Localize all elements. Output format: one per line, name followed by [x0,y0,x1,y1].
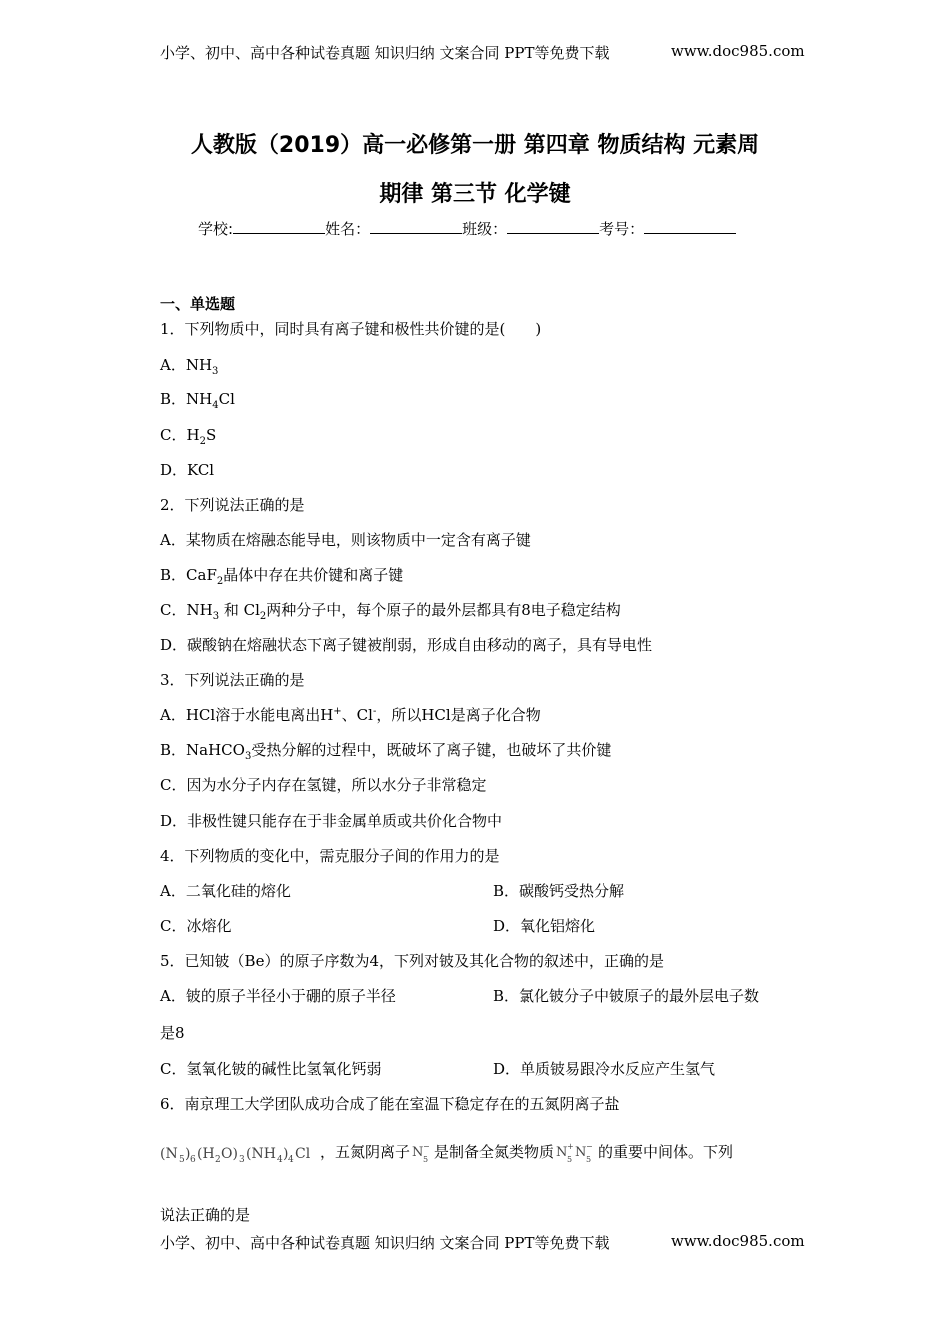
name-label: 姓名： [325,220,371,238]
q4-option-d[interactable]: D．氧化铝熔化 [493,917,596,935]
title-line-1: 人教版（2019）高一必修第一册 第四章 物质结构 元素周 [190,133,760,158]
svg-text:(N: (N [160,1146,178,1162]
q2-option-d[interactable]: D．碳酸钠在熔融状态下离子键被削弱，形成自由移动的离子，具有导电性 [160,636,653,654]
svg-text:(NH: (NH [246,1146,276,1162]
svg-text:N: N [412,1145,424,1160]
student-info-line [198,218,736,239]
q6-stem-line-3: 说法正确的是 [160,1206,251,1224]
svg-text:3: 3 [239,1155,245,1165]
name-blank[interactable] [370,219,462,234]
svg-text:): ) [283,1146,289,1162]
number-label: 考号： [599,220,645,238]
footer-url[interactable]: www.doc985.com [671,1232,805,1250]
svg-text:5: 5 [567,1155,573,1164]
q4-option-a[interactable]: A．二氧化硅的熔化 [160,882,291,900]
q1-option-d[interactable]: D．KCl [160,461,215,479]
header-url[interactable]: www.doc985.com [671,42,805,60]
all-nitrogen-formula-image [554,1140,598,1166]
class-label: 班级： [462,220,508,238]
q3-stem: 3．下列说法正确的是 [160,671,305,689]
svg-text:4: 4 [277,1155,283,1165]
q6-stem-line-2: (N 5 ) 6 (H 2 O) 3 (NH 4 ) 4 Cl ，五氮阴离子 N 5 − 是制备全氮类物质 N 5 + N 5 − 的重要中间体。下列 [160,1142,734,1165]
q6-stem: 6．南京理工大学团队成功合成了能在室温下稳定存在的五氮阴离子盐 [160,1095,620,1113]
q1-stem: 1．下列物质中，同时具有离子键和极性共价键的是( ) [160,320,542,338]
q3-option-b[interactable]: B．NaHCO$_3$受热分解的过程中，既破坏了离子键，也破坏了共价键 [160,741,612,762]
q3-option-d[interactable]: D．非极性键只能存在于非金属单质或共价化合物中 [160,812,503,830]
school-label: 学校: [198,220,234,238]
header-text: 小学、初中、高中各种试卷真题 知识归纳 文案合同 PPT等免费下载 [160,44,610,62]
title-line-2: 期律 第三节 化学键 [379,182,571,207]
svg-text:(H: (H [197,1146,215,1162]
q2-option-b[interactable]: B．CaF$_2$晶体中存在共价键和离子键 [160,566,404,587]
q4-option-b[interactable]: B．碳酸钙受热分解 [493,882,625,900]
svg-text:Cl: Cl [295,1146,311,1162]
q5-option-c[interactable]: C．氢氧化铍的碱性比氢氧化钙弱 [160,1060,382,1078]
q1-option-a[interactable]: A．$NH_3$ [160,356,219,377]
svg-text:5: 5 [179,1155,185,1165]
svg-text:5: 5 [586,1155,592,1164]
svg-text:2: 2 [215,1155,221,1165]
svg-text:−: − [586,1142,593,1151]
pentazolate-anion-formula-image [410,1140,434,1166]
q5-option-b-continued: 是8 [160,1024,185,1042]
svg-text:5: 5 [423,1155,429,1164]
school-blank[interactable] [233,219,325,234]
q5-option-b[interactable]: B．氯化铍分子中铍原子的最外层电子数 [493,987,760,1005]
q5-stem: 5．已知铍（Be）的原子序数为4，下列对铍及其化合物的叙述中，正确的是 [160,952,664,970]
q1-option-c[interactable]: C．$H_2S$ [160,426,217,447]
q5-option-d[interactable]: D．单质铍易跟冷水反应产生氢气 [493,1060,716,1078]
number-blank[interactable] [644,219,736,234]
pentazolate-salt-formula-image [160,1140,320,1166]
svg-text:N: N [556,1145,568,1160]
q3-option-c[interactable]: C．因为水分子内存在氢键，所以水分子非常稳定 [160,776,487,794]
q3-option-a[interactable]: A．HCl溶于水能电离出H+、Cl-，所以HCl是离子化合物 [160,706,541,724]
footer-text: 小学、初中、高中各种试卷真题 知识归纳 文案合同 PPT等免费下载 [160,1234,610,1252]
section-heading: 一、单选题 [160,295,236,313]
q4-stem: 4．下列物质的变化中，需克服分子间的作用力的是 [160,847,500,865]
q2-stem: 2．下列说法正确的是 [160,496,305,514]
class-blank[interactable] [507,219,599,234]
svg-text:N: N [575,1145,587,1160]
q5-option-a[interactable]: A．铍的原子半径小于硼的原子半径 [160,987,396,1005]
svg-text:−: − [423,1142,430,1151]
q1-option-b[interactable]: B．$NH_4Cl$ [160,390,235,411]
q4-option-c[interactable]: C．冰熔化 [160,917,232,935]
svg-text:4: 4 [288,1155,294,1165]
q2-option-c[interactable]: C．$NH_3$ 和 $Cl_2$两种分子中，每个原子的最外层都具有8电子稳定结构 [160,601,621,622]
q2-option-a[interactable]: A．某物质在熔融态能导电，则该物质中一定含有离子键 [160,531,531,549]
svg-text:6: 6 [190,1155,196,1165]
svg-text:): ) [185,1146,191,1162]
svg-text:O): O) [221,1146,238,1162]
svg-text:+: + [567,1142,574,1151]
